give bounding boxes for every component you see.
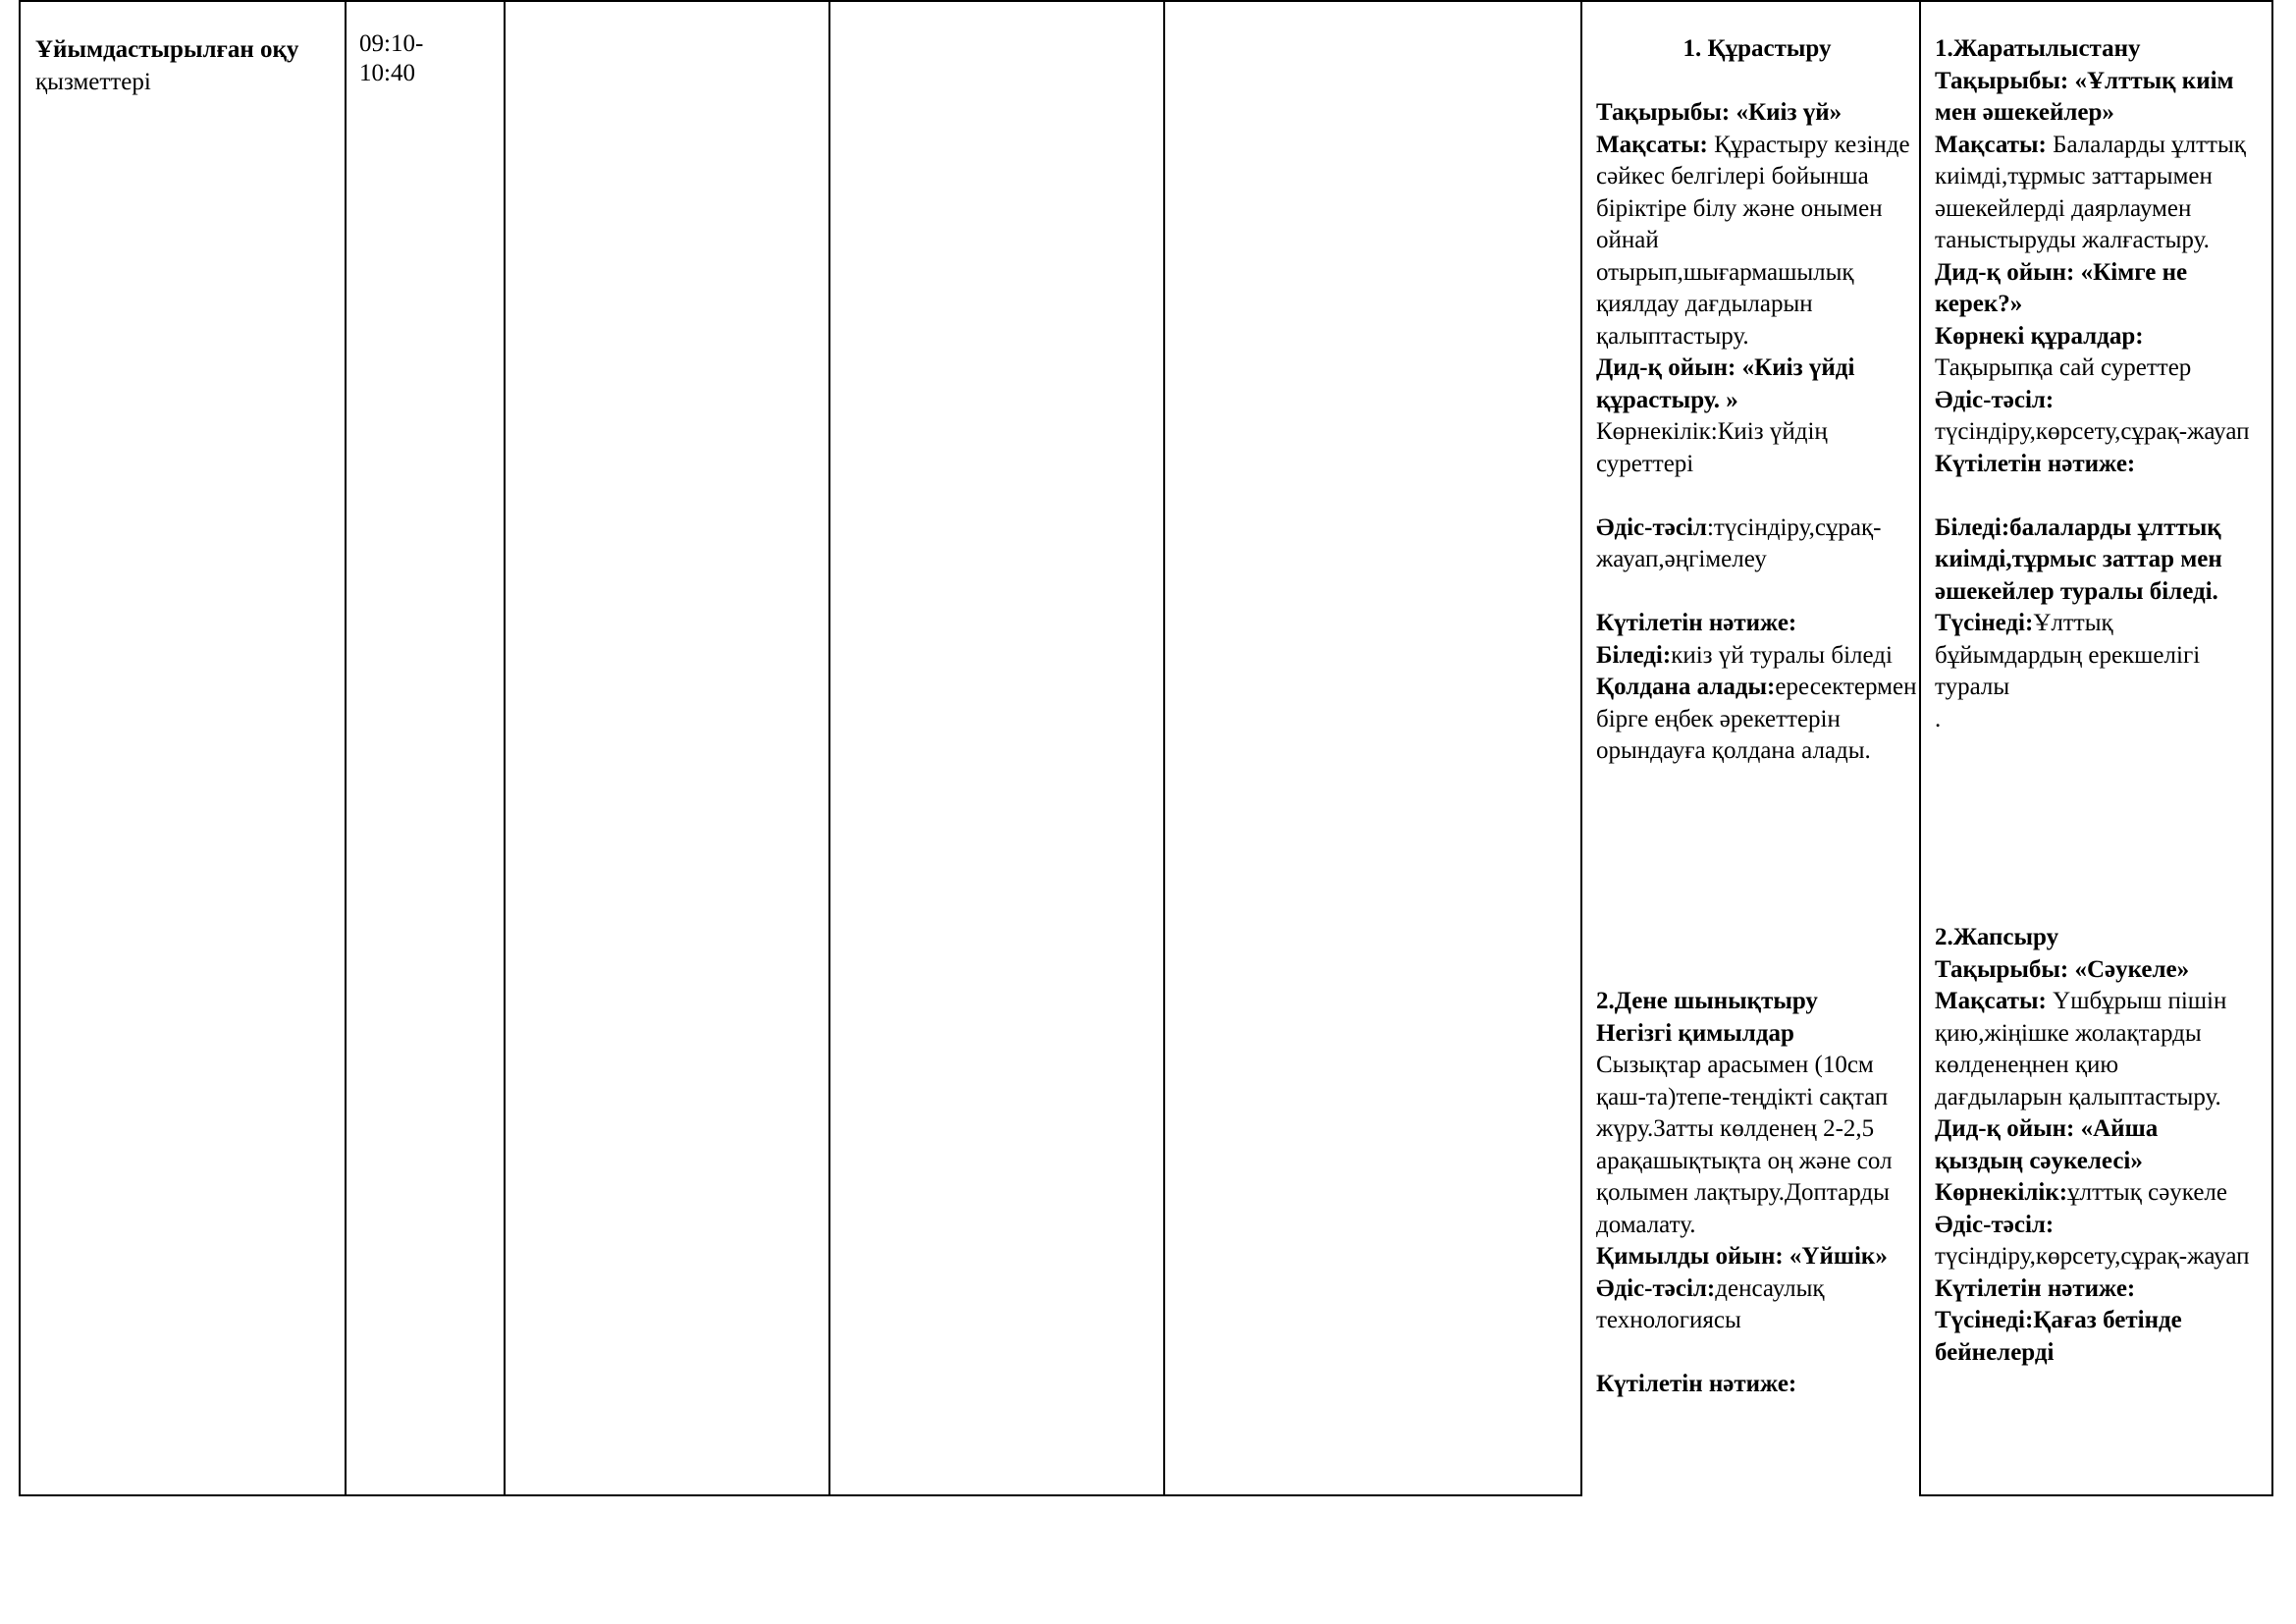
applique-visual-aids: Көрнекілік:ұлттық сәукеле: [1935, 1179, 2227, 1206]
row-header-title: Ұйымдастырылған оқу: [35, 36, 299, 63]
col-line-7: [1919, 0, 1921, 1496]
expected-result-label: Күтілетін нәтиже:: [1596, 610, 1797, 636]
visual-aids: Көрнекілік:Киіз үйдің суреттері: [1596, 418, 1828, 477]
topic-label: Тақырыбы: «Киіз үй»: [1596, 99, 1842, 126]
table-bottom-border-left: [19, 1494, 1580, 1496]
method-paragraph: Әдіс-тәсіл:түсіндіру,сұрақ-жауап,әңгімелеу: [1596, 514, 1882, 572]
pe-method-paragraph: Әдіс-тәсіл:денсаулық технологиясы: [1596, 1274, 1825, 1333]
activity-cell-col7: [1935, 33, 2251, 735]
section-heading-applique: 2.Жапсыру: [1935, 924, 2059, 950]
ns-dot: .: [1935, 705, 1942, 732]
section-heading-natural-science: 1.Жаратылыстану: [1935, 35, 2141, 62]
ns-goal-paragraph: Мақсаты: Балаларды ұлттық киімді,тұрмыс заттарымен әшекейлерді даярлаумен таныстыруды жалғастыру.: [1935, 131, 2246, 253]
time-start: 09:10-: [359, 30, 424, 57]
table-top-border: [19, 0, 2273, 2]
ns-method-paragraph: Әдіс-тәсіл: түсіндіру,көрсету,сұрақ-жауап: [1935, 386, 2250, 445]
activity-cell-col6: [1596, 33, 1918, 768]
col-line-6: [1580, 0, 1582, 1496]
col-line-5: [1163, 0, 1165, 1496]
col-line-8: [2271, 0, 2273, 1496]
basic-movements-label: Негізгі қимылдар: [1596, 1019, 1794, 1047]
row-header-cell: [35, 34, 330, 98]
ns-visual-aids: Көрнекі құралдар: Тақырыпқа сай суреттер: [1935, 322, 2192, 381]
applique-method-paragraph: Әдіс-тәсіл: түсіндіру,көрсету,сұрақ-жауап: [1935, 1211, 2250, 1270]
ns-understands-paragraph: Түсінеді:Ұлттық бұйымдардың ерекшелігі туралы: [1935, 610, 2201, 700]
pe-expected-result-label: Күтілетін нәтиже:: [1596, 1371, 1797, 1397]
applique-topic: Тақырыбы: «Сәукеле»: [1935, 955, 2190, 983]
activity-cell-col7-part2: [1935, 922, 2251, 1369]
section-heading-construction: 1. Құрастыру: [1682, 35, 1832, 62]
can-apply-paragraph: Қолдана алады:ересектермен бірге еңбек әрекеттерін орындауға қолдана алады.: [1596, 674, 1917, 764]
ns-knows: Біледі:балаларды ұлттық киімді,тұрмыс заттар мен әшекейлер туралы біледі.: [1935, 514, 2222, 605]
goal-paragraph: Мақсаты: Құрастыру кезінде сәйкес белгілері бойынша біріктіре білу және онымен ойнай отырып,шығармашылық қиялдау дағдыларын қалыптастыру.: [1596, 131, 1910, 350]
time-end: 10:40: [359, 60, 415, 86]
ns-expected-result-label: Күтілетін нәтиже:: [1935, 450, 2136, 477]
col-line-3: [504, 0, 506, 1496]
table-bottom-border-right: [1919, 1494, 2273, 1496]
applique-understands: Түсінеді:Қағаз бетінде бейнелерді: [1935, 1307, 2182, 1366]
applique-expected-result-label: Күтілетін нәтиже:: [1935, 1274, 2136, 1302]
applique-goal-paragraph: Мақсаты: Үшбұрыш пішін қию,жіңішке жолақтарды көлденеңнен қию дағдыларын қалыптастыру.: [1935, 988, 2227, 1110]
applique-didactic-game: Дид-қ ойын: «Айша қыздың сәукелесі»: [1935, 1115, 2159, 1174]
col-line-2: [345, 0, 347, 1496]
knows-paragraph: Біледі:киіз үй туралы біледі: [1596, 641, 1893, 669]
row-header-title-rest: қызметтері: [35, 68, 151, 95]
activity-cell-col6-part2: [1596, 986, 1918, 1401]
didactic-game: Дид-қ ойын: «Киіз үйді құрастыру. »: [1596, 354, 1855, 413]
movement-game: Қимылды ойын: «Үйшік»: [1596, 1243, 1888, 1270]
section-heading-physical-education: 2.Дене шынықтыру: [1596, 988, 1818, 1014]
col-line-4: [828, 0, 830, 1496]
ns-topic: Тақырыбы: «Ұлттық киім мен әшекейлер»: [1935, 67, 2234, 126]
col-line-1: [19, 0, 21, 1496]
time-cell: [359, 29, 497, 88]
ns-didactic-game: Дид-қ ойын: «Кімге не керек?»: [1935, 258, 2188, 317]
physical-education-text: Сызықтар арасымен (10см қаш-та)тепе-теңдікті сақтап жүру.Затты көлденең 2-2,5 арақашықтықта оң және сол қолымен лақтыру.Доптарды домалату.: [1596, 1052, 1893, 1238]
